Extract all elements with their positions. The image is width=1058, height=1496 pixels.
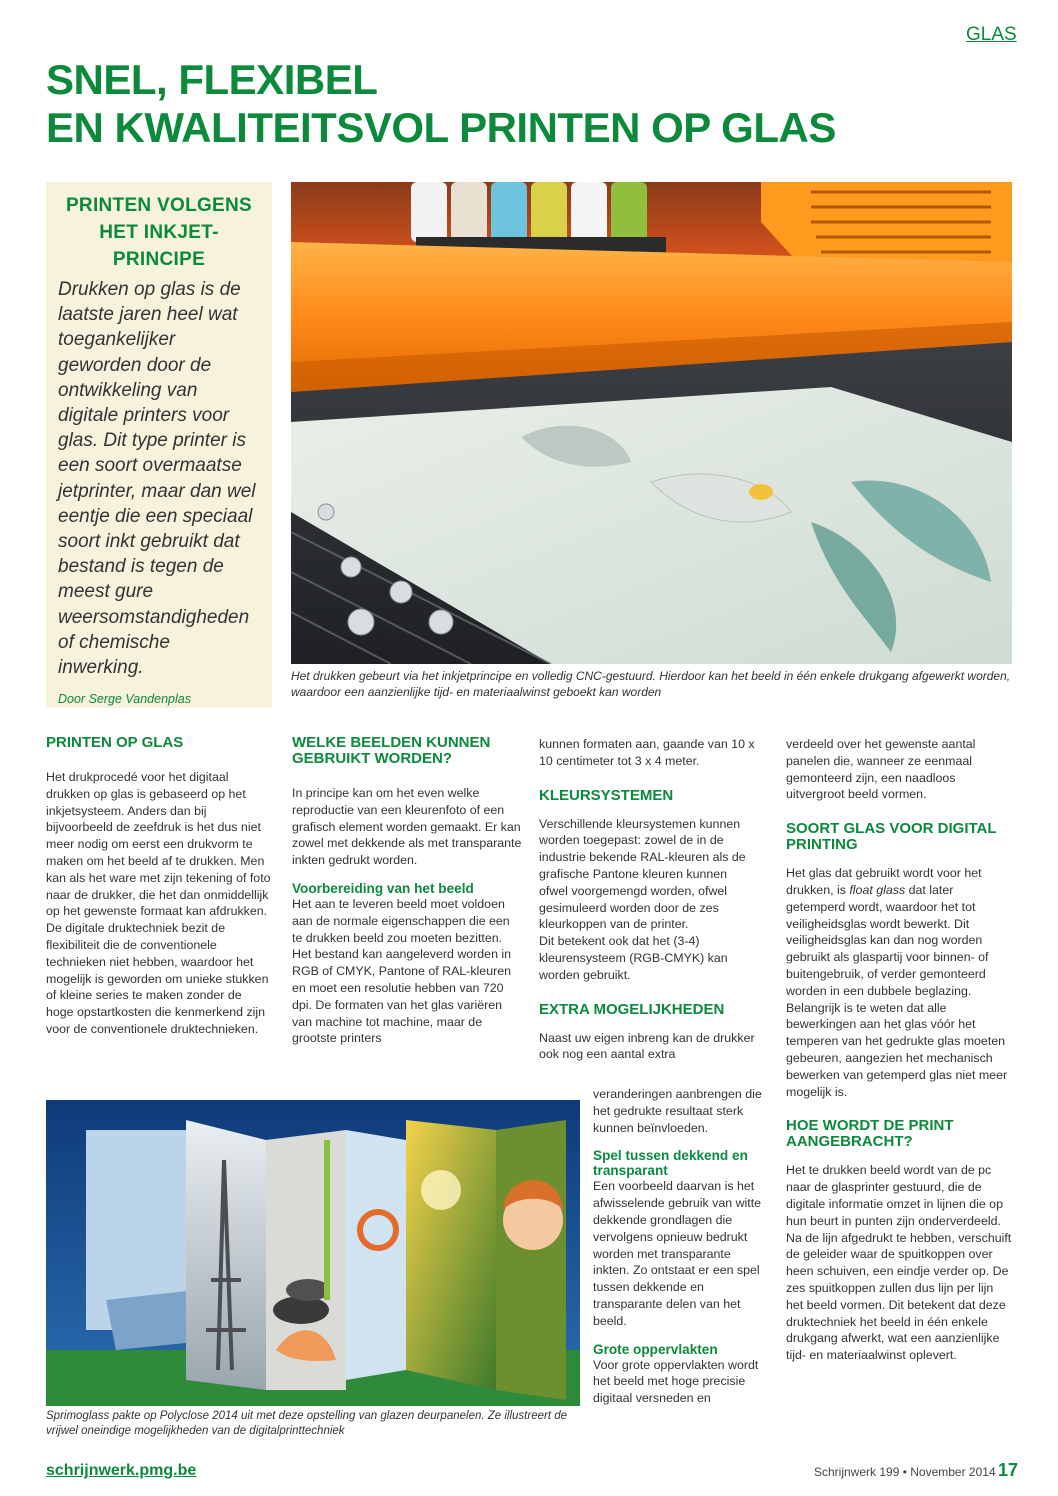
col4-paragraph-3: Het te drukken beeld wordt van de pc naar de glasprinter gestuurd, die de digitale informatie omzet in lijnen die op hun beurt in punten zijn onderverdeeld. Na de lijn afgedrukt te hebben, verschuift de geleider waar de spuitkoppen over heen schuiven, een eindje verder op. De zes spuitkoppen zullen dus lijn per lijn het beeld vormen. Dit betekent dat deze druktechniek het beeld in één enkele drukgang afwerkt, wat een aanzienlijke tijd- en materiaalwinst oplevert.	[786, 1163, 1012, 1363]
title-line-2: EN KWALITEITSVOL PRINTEN OP GLAS	[46, 104, 836, 151]
column-1	[46, 735, 272, 1038]
heading-voorbereiding: Voorbereiding van het beeld	[292, 880, 474, 896]
heading-soort-glas: SOORT GLAS VOOR DIGITAL PRINTING	[786, 820, 997, 854]
page-number: 17	[998, 1460, 1019, 1480]
col3-paragraph-3b: veranderingen aanbrengen die het gedrukte resultaat sterk kunnen beïnvloeden.	[593, 1087, 762, 1135]
heading-hoe-wordt: HOE WORDT DE PRINT AANGEBRACHT?	[786, 1117, 954, 1151]
printer-photo	[291, 182, 1012, 664]
col1-paragraph-2: De digitale druktechniek bezit de flexibiliteit die de conventionele technieken niet hebben, waardoor het mogelijk is geworden om unieke stukken of kleine series te maken zonder de hoge opstartkosten die kenmerkend zijn voor de conventionele druktechnieken.	[46, 921, 269, 1036]
article-title	[46, 56, 1006, 152]
footer-url-link[interactable]: schrijnwerk.pmg.be	[46, 1462, 197, 1479]
glass-panels-illustration	[46, 1100, 580, 1406]
column-4	[786, 736, 1012, 1364]
heading-kleursystemen: KLEURSYSTEMEN	[539, 786, 674, 804]
col2-paragraph-2: Het aan te leveren beeld moet voldoen aan de normale eigenschappen die een te drukken beeld zou moeten bezitten.	[292, 896, 510, 945]
intro-lead: Drukken op glas is de laatste jaren heel wat toegankelijker geworden door de ontwikkeling van digitale printers voor glas. Dit type printer is een soort overmaatse jetprinter, maar dan wel eentje die een speciaal soort inkt gebruikt dat bestand is tegen de meest gure weersomstandigheden of chemische inwerking.	[58, 279, 256, 679]
glass-panels-photo	[46, 1100, 580, 1406]
heading-printen-op-glas: PRINTEN OP GLAS	[46, 734, 184, 751]
printer-illustration	[291, 182, 1012, 664]
col3-paragraph-3a: Naast uw eigen inbreng kan de drukker ook nog een aantal extra	[539, 1030, 755, 1062]
col1-paragraph-1: Het drukprocedé voor het digitaal drukken op glas is gebaseerd op het inkjetsysteem. Anders dan bij bijvoorbeeld de zeefdruk is het dus niet meer nodig om eerst een drukvorm te maken om het beeld af te drukken. Men kan als het ware met zijn tekening of foto naar de drukker, die het dan onmiddellijk op het gewenste formaat kan afdrukken.	[46, 770, 271, 919]
author-byline: Door Serge Vandenplas	[58, 692, 191, 707]
float-glass-term: float glass	[849, 882, 906, 897]
col3-paragraph-5: Voor grote oppervlakten wordt het beeld met hoge precisie digitaal versneden en	[593, 1357, 759, 1406]
col4-paragraph-0: verdeeld over het gewenste aantal panelen die, wanneer ze eenmaal gemonteerd zijn, een naadloos uitvergroot beeld vormen.	[786, 737, 976, 802]
printer-photo-caption: Het drukken gebeurt via het inkjetprincipe en volledig CNC-gestuurd. Hierdoor kan het beeld in één enkele drukgang afgewerkt worden, waardoor een aanzienlijke tijd- en materiaalwinst geboekt kan worden	[291, 669, 1011, 699]
intro-heading: PRINTEN VOLGENS HET INKJET-PRINCIPE	[65, 195, 253, 270]
heading-extra-mogelijkheden: EXTRA MOGELIJKHEDEN	[539, 1000, 725, 1018]
section-tag[interactable]: GLAS	[966, 24, 1017, 45]
col4-paragraph-2: Belangrijk is te weten dat alle bewerkingen aan het glas vóór het temperen van het gedrukte glas moeten gebeuren, aangezien het mechanisch bewerken van getemperd glas niet meer mogelijk is.	[786, 1000, 1008, 1099]
glass-panels-caption: Sprimoglass pakte op Polyclose 2014 uit met deze opstelling van glazen deurpanelen. Ze illustreert de vrijwel oneindige mogelijkheden van de digitalprinttechniek	[46, 1410, 568, 1437]
col2-paragraph-3: Het bestand kan aangeleverd worden in RGB of CMYK, Pantone of RAL-kleuren en moet een resolutie hebben van 720 dpi. De formaten van het glas variëren van machine tot machine, maar de grootste printers	[292, 947, 512, 1046]
heading-welke-beelden: WELKE BEELDEN KUNNEN GEBRUIKT WORDEN?	[292, 734, 491, 767]
column-3	[539, 736, 759, 1063]
col4-paragraph-1: Het glas dat gebruikt wordt voor het drukken, is float glass dat later getemperd wordt, waardoor het tot veiligheidsglas wordt bewerkt. Dit veiligheidsglas kan dan nog worden gebruikt als glaspartij voor binnen- of buitengebruik, of verder gemonteerd worden in een dubbele beglazing.	[786, 866, 989, 998]
col2-paragraph-1: In principe kan om het even welke reproductie van een kleurenfoto of een grafisch element worden gemaakt. Er kan zowel met dekkende als met transparante inkten gedrukt worden.	[292, 786, 522, 868]
column-3-lower	[593, 1086, 769, 1407]
heading-spel-tussen: Spel tussen dekkend en transparant	[593, 1148, 748, 1179]
footer-publication: Schrijnwerk 199 • November 2014	[814, 1465, 996, 1479]
column-2	[292, 735, 522, 1047]
title-line-1: SNEL, FLEXIBEL	[46, 56, 378, 103]
intro-box	[46, 182, 272, 708]
col3-paragraph-2: Dit betekent ook dat het (3-4) kleurensysteem (RGB-CMYK) kan worden gebruikt.	[539, 934, 728, 982]
col3-paragraph-0: kunnen formaten aan, gaande van 10 x 10 centimeter tot 3 x 4 meter.	[539, 737, 755, 768]
col3-paragraph-4: Een voorbeeld daarvan is het afwisselende gebruik van witte dekkende grondlagen die vervolgens opnieuw bedrukt worden met transparante inkten. Zo ontstaat er een spel tussen dekkende en transparante delen van het beeld.	[593, 1179, 762, 1328]
col3-paragraph-1: Verschillende kleursystemen kunnen worden toegepast: zowel de in de industrie bekende RAL-kleuren als de grafische Pantone kleuren kunnen ofwel voorgemengd worden, ofwel gesimuleerd worden door de zes kleurkoppen van de printer.	[539, 816, 746, 932]
heading-grote-oppervlakten: Grote oppervlakten	[593, 1341, 718, 1357]
